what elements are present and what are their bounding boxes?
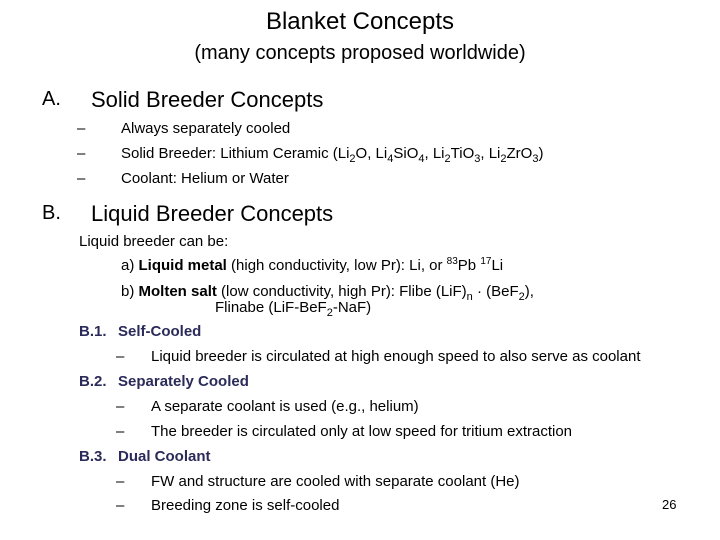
bullet-dash: – bbox=[77, 120, 86, 137]
subsection-b1-item-1: Liquid breeder is circulated at high enough speed to also serve as coolant bbox=[151, 348, 641, 365]
subsection-b2-title: Separately Cooled bbox=[118, 373, 249, 390]
bullet-dash: – bbox=[116, 423, 125, 440]
subsection-b3-item-1: FW and structure are cooled with separate coolant (He) bbox=[151, 473, 520, 490]
slide-subtitle: (many concepts proposed worldwide) bbox=[194, 42, 526, 64]
page-number: 26 bbox=[662, 497, 677, 512]
subsection-b2-item-2: The breeder is circulated only at low speed for tritium extraction bbox=[151, 423, 573, 440]
section-b-letter: B. bbox=[42, 202, 61, 224]
bullet-dash: – bbox=[116, 497, 125, 514]
subsection-b1-label: B.1. bbox=[79, 323, 107, 340]
section-a-item-3: Coolant: Helium or Water bbox=[121, 170, 289, 187]
slide-title: Blanket Concepts bbox=[265, 8, 455, 35]
section-a-letter: A. bbox=[42, 88, 61, 110]
bullet-dash: – bbox=[116, 473, 125, 490]
section-b-intro: Liquid breeder can be: bbox=[79, 233, 229, 250]
section-a-item-2: Solid Breeder: Lithium Ceramic ($Li_2O$, $Li_4SiO_4$, $Li_2TiO_3$, $Li_2ZrO_3$) bbox=[121, 145, 544, 165]
subsection-b1-title: Self-Cooled bbox=[118, 323, 202, 340]
subsection-b3-label: B.3. bbox=[79, 448, 107, 465]
section-b-title: Liquid Breeder Concepts bbox=[91, 201, 334, 226]
subsection-b3-item-2: Breeding zone is self-cooled bbox=[151, 497, 340, 514]
subsection-b2-item-1: A separate coolant is used (e.g., helium) bbox=[151, 398, 419, 415]
option-molten-salt-line2: Flinabe (LiF-BeF$_2$-NaF) bbox=[215, 299, 372, 319]
section-a-title: Solid Breeder Concepts bbox=[91, 87, 324, 112]
bullet-dash: – bbox=[116, 348, 125, 365]
bullet-dash: – bbox=[77, 170, 86, 187]
option-liquid-metal: a) Liquid metal (high conductivity, low Pr): Li, or $^{83}$Pb $^{17}$Li bbox=[121, 256, 504, 274]
subsection-b2-label: B.2. bbox=[79, 373, 107, 390]
section-a-item-1: Always separately cooled bbox=[121, 120, 291, 137]
bullet-dash: – bbox=[77, 145, 86, 162]
option-molten-salt: b) Molten salt (low conductivity, high Pr): Flibe $(LiF)_n \cdot (BeF_2)$, bbox=[121, 283, 534, 303]
subsection-b3-title: Dual Coolant bbox=[118, 448, 211, 465]
bullet-dash: – bbox=[116, 398, 125, 415]
